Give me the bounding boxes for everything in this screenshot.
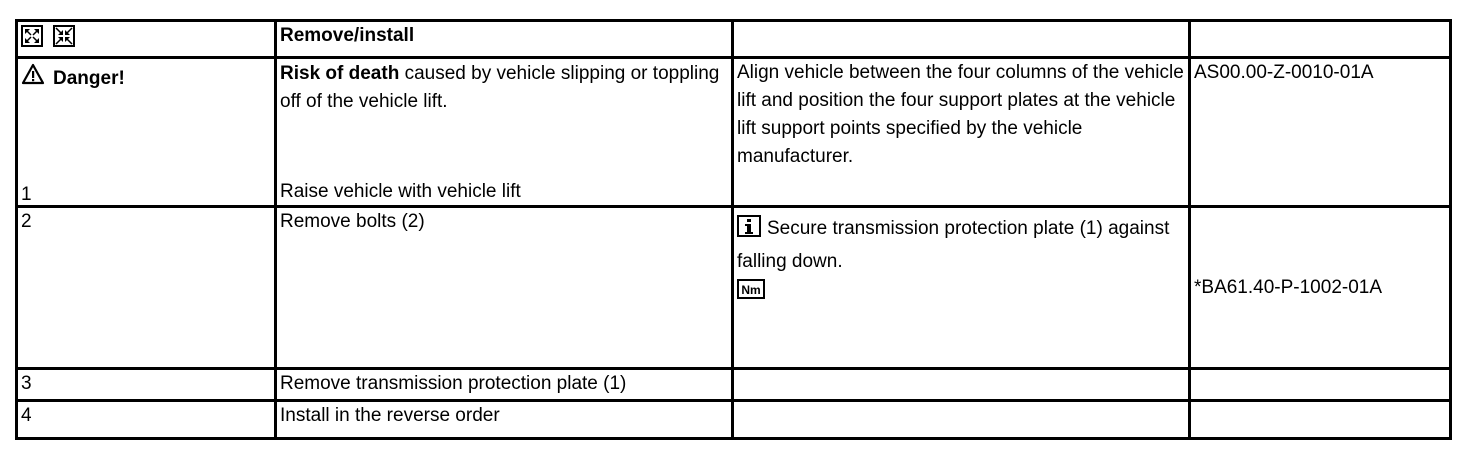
torque-label: Nm xyxy=(741,283,761,297)
danger-label: Danger! xyxy=(53,67,125,89)
note-text xyxy=(737,214,1185,277)
header-empty-cell xyxy=(733,21,1190,58)
page-title: Remove/install xyxy=(280,25,415,46)
reference-cell xyxy=(1190,58,1451,207)
note-cell xyxy=(733,207,1190,369)
procedure-table xyxy=(15,19,1452,440)
header-row xyxy=(17,21,1451,58)
step-action: Remove bolts (2) xyxy=(280,211,425,232)
step-row-3 xyxy=(17,369,1451,401)
info-icon xyxy=(737,215,761,247)
step-number-cell xyxy=(17,401,276,439)
lift-instruction: Align vehicle between the four columns of the vehicle lift and position the four support plates at the vehicle lift support points specified by the vehicle manufacturer. xyxy=(737,62,1184,167)
warning-icon xyxy=(21,63,45,94)
step-number-cell xyxy=(17,207,276,369)
empty-cell xyxy=(733,401,1190,439)
header-icons-cell xyxy=(17,21,276,58)
action-cell xyxy=(276,401,733,439)
step-action: Remove transmission protection plate (1) xyxy=(280,373,627,394)
step-action: Raise vehicle with vehicle lift xyxy=(280,181,521,202)
expand-icon[interactable] xyxy=(21,25,43,56)
reference-cell xyxy=(1190,207,1451,369)
step-number: 1 xyxy=(21,184,32,205)
step-row-1 xyxy=(17,58,1451,207)
step-number: 2 xyxy=(21,211,32,232)
torque-icon[interactable] xyxy=(737,279,765,308)
empty-cell xyxy=(733,369,1190,401)
action-cell xyxy=(276,207,733,369)
action-cell xyxy=(276,369,733,401)
collapse-icon[interactable] xyxy=(53,25,75,56)
risk-bold: Risk of death xyxy=(280,63,400,84)
action-cell xyxy=(276,58,733,207)
step-action: Install in the reverse order xyxy=(280,405,500,426)
reference-link[interactable]: AS00.00-Z-0010-01A xyxy=(1194,62,1374,83)
empty-cell xyxy=(1190,401,1451,439)
step-number: 3 xyxy=(21,373,32,394)
risk-description: caused by vehicle slipping or toppling off of the vehicle lift. xyxy=(280,63,720,112)
header-empty-cell xyxy=(1190,21,1451,58)
risk-text xyxy=(280,60,728,116)
step-row-2 xyxy=(17,207,1451,369)
step-number: 4 xyxy=(21,405,32,426)
instruction-cell xyxy=(733,58,1190,207)
reference-link[interactable]: *BA61.40-P-1002-01A xyxy=(1194,277,1383,298)
header-title xyxy=(276,21,733,58)
step-row-4 xyxy=(17,401,1451,439)
step-number-cell xyxy=(17,369,276,401)
empty-cell xyxy=(1190,369,1451,401)
danger-cell xyxy=(17,58,276,207)
note-body: Secure transmission protection plate (1) against falling down. xyxy=(737,218,1170,272)
